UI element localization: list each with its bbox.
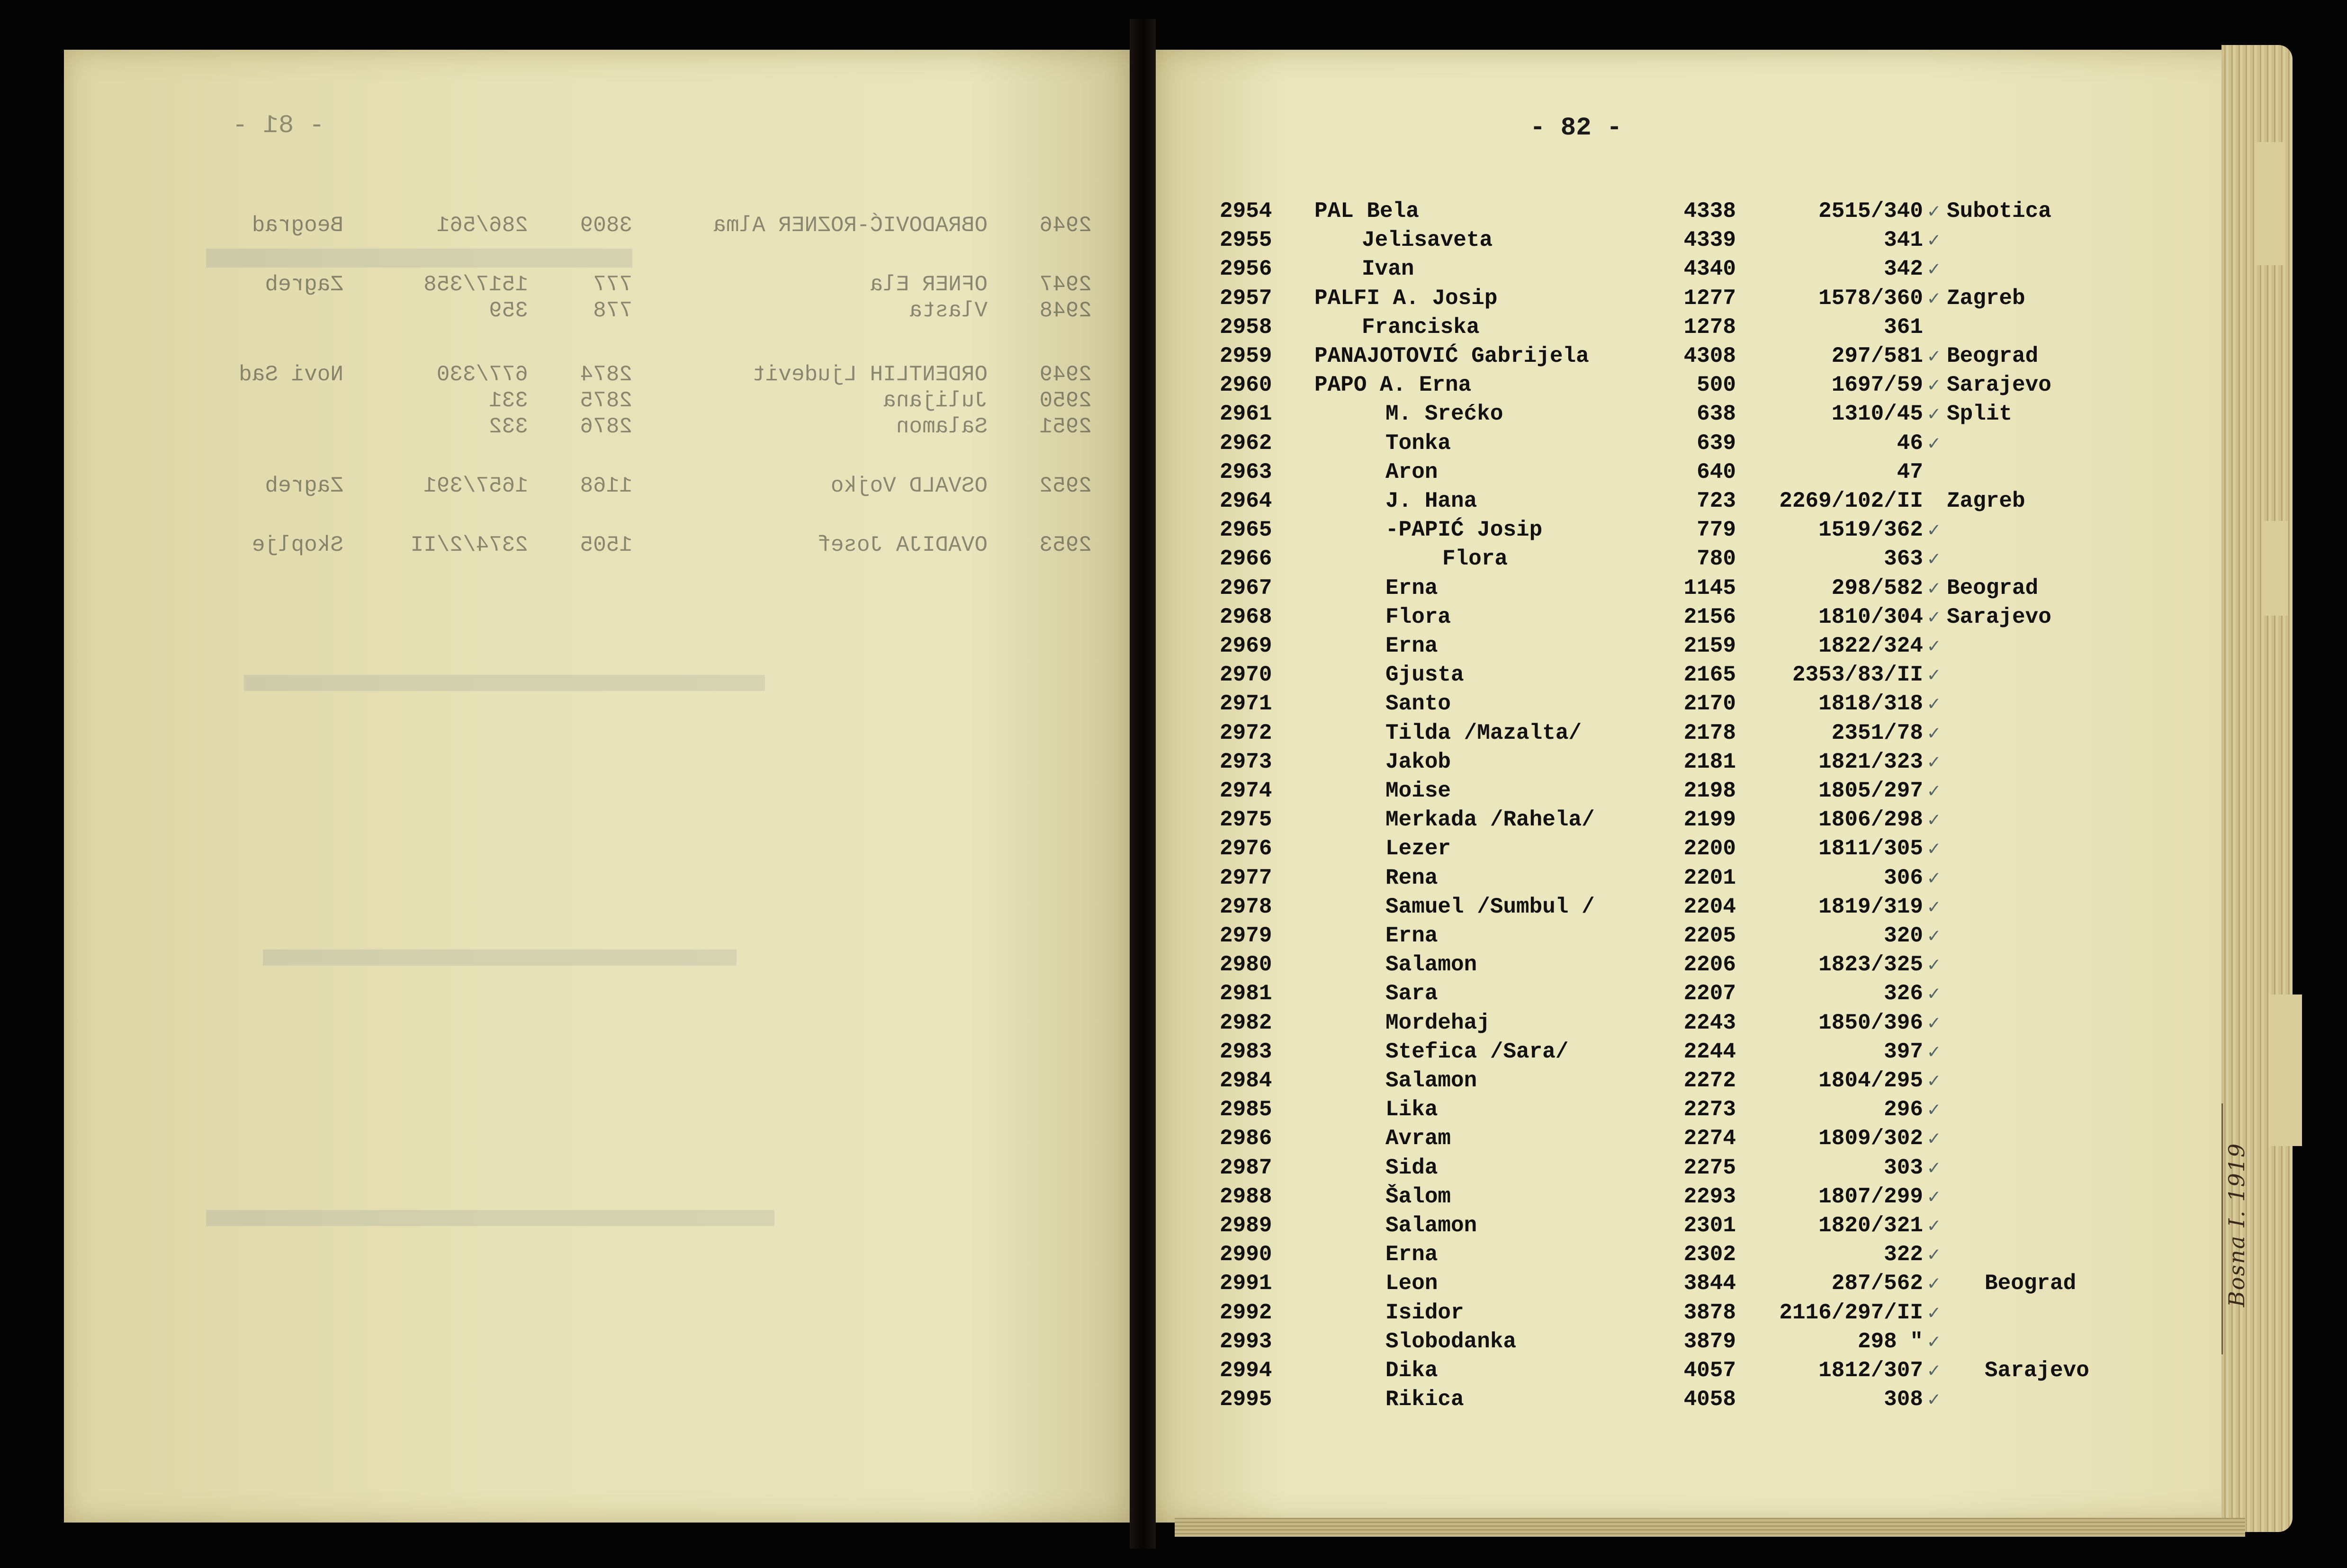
row-city: Skoplje bbox=[252, 533, 343, 557]
check-mark-icon: ✓ bbox=[1928, 259, 1940, 281]
check-mark-icon: ✓ bbox=[1928, 403, 1940, 426]
row-number-b: 1819/319 bbox=[1818, 895, 1923, 919]
check-mark-icon: ✓ bbox=[1928, 1157, 1940, 1180]
row-name: Salamon bbox=[896, 414, 988, 439]
row-sequence-number: 2955 bbox=[1220, 228, 1272, 252]
check-mark-icon: ✓ bbox=[1928, 693, 1940, 716]
row-sequence-number: 2971 bbox=[1220, 691, 1272, 716]
row-number-a: 4339 bbox=[1683, 228, 1736, 252]
row-number-b: 1519/362 bbox=[1818, 518, 1923, 542]
check-mark-icon: ✓ bbox=[1928, 375, 1940, 397]
row-sequence-number: 2975 bbox=[1220, 807, 1272, 832]
row-sequence-number: 2985 bbox=[1220, 1097, 1272, 1122]
row-number-a: 2181 bbox=[1683, 750, 1736, 774]
row-name: Ivan bbox=[1362, 257, 1414, 281]
row-city: Beograd bbox=[1947, 576, 2039, 600]
row-number-b: 2269/102/II bbox=[1779, 489, 1923, 513]
row-sequence-number: 2957 bbox=[1220, 286, 1272, 311]
stacked-page-bottom-edges bbox=[1175, 1518, 2245, 1537]
left-page-number: - 81 - bbox=[232, 111, 324, 140]
row-number-a: 2156 bbox=[1683, 605, 1736, 629]
row-sequence-number: 2952 bbox=[1039, 474, 1092, 498]
check-mark-icon: ✓ bbox=[1928, 636, 1940, 658]
row-number-b: 303 bbox=[1884, 1156, 1923, 1180]
row-number-b: 1804/295 bbox=[1818, 1068, 1923, 1093]
row-name: -PAPIĆ Josip bbox=[1385, 518, 1543, 542]
row-number-b: 1820/321 bbox=[1818, 1213, 1923, 1238]
row-number-b: 1809/302 bbox=[1818, 1126, 1923, 1151]
row-sequence-number: 2988 bbox=[1220, 1184, 1272, 1209]
row-sequence-number: 2990 bbox=[1220, 1242, 1272, 1267]
row-sequence-number: 2963 bbox=[1220, 460, 1272, 484]
row-number-b: 326 bbox=[1884, 981, 1923, 1006]
row-sequence-number: 2966 bbox=[1220, 547, 1272, 571]
torn-paper-fragment bbox=[2255, 142, 2283, 265]
row-number-a: 500 bbox=[1697, 373, 1736, 397]
row-number-b: 298/582 bbox=[1831, 576, 1923, 600]
margin-rule-line bbox=[2221, 1103, 2223, 1354]
row-sequence-number: 2994 bbox=[1220, 1358, 1272, 1383]
check-mark-icon: ✓ bbox=[1928, 1331, 1940, 1354]
row-number-a: 2204 bbox=[1683, 895, 1736, 919]
row-number-a: 2159 bbox=[1683, 634, 1736, 658]
row-sequence-number: 2950 bbox=[1039, 388, 1092, 413]
check-mark-icon: ✓ bbox=[1928, 1041, 1940, 1064]
row-number-b: 298 " bbox=[1857, 1329, 1923, 1354]
row-number-b: 1657/391 bbox=[423, 474, 528, 498]
row-sequence-number: 2962 bbox=[1220, 431, 1272, 456]
check-mark-icon: ✓ bbox=[1928, 433, 1940, 456]
check-mark-icon: ✓ bbox=[1928, 723, 1940, 745]
row-name: OVADIJA Josef bbox=[818, 533, 988, 557]
check-mark-icon: ✓ bbox=[1928, 983, 1940, 1006]
row-city: Zagreb bbox=[1947, 489, 2025, 513]
row-sequence-number: 2968 bbox=[1220, 605, 1272, 629]
row-sequence-number: 2967 bbox=[1220, 576, 1272, 600]
row-city: Beograd bbox=[252, 213, 343, 238]
row-number-a: 2170 bbox=[1683, 691, 1736, 716]
row-number-b: 1822/324 bbox=[1818, 634, 1923, 658]
row-number-a: 4338 bbox=[1683, 199, 1736, 224]
check-mark-icon: ✓ bbox=[1928, 954, 1940, 977]
check-mark-icon: ✓ bbox=[1928, 346, 1940, 368]
row-number-b: 2351/78 bbox=[1831, 721, 1923, 745]
row-number-a: 3879 bbox=[1683, 1329, 1736, 1354]
row-name: Rikica bbox=[1385, 1387, 1464, 1412]
row-number-a: 2275 bbox=[1683, 1156, 1736, 1180]
row-name: Erna bbox=[1385, 634, 1438, 658]
row-sequence-number: 2986 bbox=[1220, 1126, 1272, 1151]
row-sequence-number: 2974 bbox=[1220, 779, 1272, 803]
check-mark-icon: ✓ bbox=[1928, 868, 1940, 890]
row-number-a: 640 bbox=[1697, 460, 1736, 484]
row-sequence-number: 2987 bbox=[1220, 1156, 1272, 1180]
row-name: Tonka bbox=[1385, 431, 1451, 456]
check-mark-icon: ✓ bbox=[1928, 809, 1940, 832]
row-sequence-number: 2953 bbox=[1039, 533, 1092, 557]
row-city: Sarajevo bbox=[1947, 605, 2051, 629]
row-number-a: 2272 bbox=[1683, 1068, 1736, 1093]
row-city: Subotica bbox=[1947, 199, 2051, 224]
row-number-a: 3878 bbox=[1683, 1300, 1736, 1325]
row-sequence-number: 2946 bbox=[1039, 213, 1092, 238]
row-number-b: 286/561 bbox=[436, 213, 528, 238]
row-name: Santo bbox=[1385, 691, 1451, 716]
row-name: ORDENTLIH Ljudevit bbox=[752, 362, 988, 387]
row-number-b: 1821/323 bbox=[1818, 750, 1923, 774]
row-number-b: 397 bbox=[1884, 1039, 1923, 1064]
row-number-a: 4058 bbox=[1683, 1387, 1736, 1412]
row-number-a: 1505 bbox=[580, 533, 632, 557]
row-sequence-number: 2961 bbox=[1220, 402, 1272, 426]
check-mark-icon: ✓ bbox=[1928, 752, 1940, 774]
torn-paper-fragment bbox=[2264, 521, 2288, 616]
row-number-a: 1278 bbox=[1683, 315, 1736, 340]
row-number-b: 1823/325 bbox=[1818, 952, 1923, 977]
check-mark-icon: ✓ bbox=[1928, 1215, 1940, 1238]
row-number-a: 3844 bbox=[1683, 1271, 1736, 1296]
row-city: Split bbox=[1947, 402, 2013, 426]
row-number-a: 4057 bbox=[1683, 1358, 1736, 1383]
row-sequence-number: 2993 bbox=[1220, 1329, 1272, 1354]
check-mark-icon: ✓ bbox=[1928, 838, 1940, 861]
row-name: Flora bbox=[1385, 605, 1451, 629]
row-number-a: 3809 bbox=[580, 213, 632, 238]
row-name: Sida bbox=[1385, 1156, 1438, 1180]
row-sequence-number: 2970 bbox=[1220, 663, 1272, 687]
row-sequence-number: 2979 bbox=[1220, 923, 1272, 948]
row-name: Julijana bbox=[883, 388, 988, 413]
row-name: Franciska bbox=[1362, 315, 1480, 340]
row-city: Zagreb bbox=[265, 474, 343, 498]
row-number-a: 2198 bbox=[1683, 779, 1736, 803]
row-name: Isidor bbox=[1385, 1300, 1464, 1325]
row-name: Šalom bbox=[1385, 1184, 1451, 1209]
row-name: Aron bbox=[1385, 460, 1438, 484]
row-number-b: 2353/83/II bbox=[1792, 663, 1923, 687]
row-number-b: 341 bbox=[1884, 228, 1923, 252]
check-mark-icon: ✓ bbox=[1928, 780, 1940, 803]
row-name: Vlasta bbox=[909, 298, 988, 323]
row-number-b: 2515/340 bbox=[1818, 199, 1923, 224]
row-name: PAL Bela bbox=[1314, 199, 1419, 224]
row-name: OSVALD Vojko bbox=[830, 474, 988, 498]
row-sequence-number: 2948 bbox=[1039, 298, 1092, 323]
row-number-a: 2293 bbox=[1683, 1184, 1736, 1209]
row-sequence-number: 2947 bbox=[1039, 272, 1092, 297]
row-number-a: 1145 bbox=[1683, 576, 1736, 600]
row-sequence-number: 2983 bbox=[1220, 1039, 1272, 1064]
row-number-b: 331 bbox=[489, 388, 528, 413]
row-sequence-number: 2978 bbox=[1220, 895, 1272, 919]
row-sequence-number: 2973 bbox=[1220, 750, 1272, 774]
check-mark-icon: ✓ bbox=[1928, 1099, 1940, 1122]
check-mark-icon: ✓ bbox=[1928, 578, 1940, 600]
row-number-a: 2207 bbox=[1683, 981, 1736, 1006]
row-number-a: 723 bbox=[1697, 489, 1736, 513]
row-sequence-number: 2958 bbox=[1220, 315, 1272, 340]
check-mark-icon: ✓ bbox=[1928, 201, 1940, 224]
row-number-b: 363 bbox=[1884, 547, 1923, 571]
row-name: Tilda /Mazalta/ bbox=[1385, 721, 1582, 745]
row-city: Zagreb bbox=[265, 272, 343, 297]
row-sequence-number: 2991 bbox=[1220, 1271, 1272, 1296]
row-number-b: 322 bbox=[1884, 1242, 1923, 1267]
row-number-b: 342 bbox=[1884, 257, 1923, 281]
row-name: Erna bbox=[1385, 1242, 1438, 1267]
row-number-b: 46 bbox=[1897, 431, 1923, 456]
row-name: Salamon bbox=[1385, 1068, 1477, 1093]
row-number-a: 638 bbox=[1697, 402, 1736, 426]
row-name: Samuel /Sumbul / bbox=[1385, 895, 1595, 919]
row-number-a: 2205 bbox=[1683, 923, 1736, 948]
row-name: Mordehaj bbox=[1385, 1011, 1490, 1035]
row-number-a: 779 bbox=[1697, 518, 1736, 542]
row-number-a: 2200 bbox=[1683, 836, 1736, 861]
row-number-a: 1168 bbox=[580, 474, 632, 498]
row-sequence-number: 2995 bbox=[1220, 1387, 1272, 1412]
row-number-a: 2206 bbox=[1683, 952, 1736, 977]
row-number-a: 2874 bbox=[580, 362, 632, 387]
row-name: Lika bbox=[1385, 1097, 1438, 1122]
row-sequence-number: 2951 bbox=[1039, 414, 1092, 439]
row-number-a: 2201 bbox=[1683, 866, 1736, 890]
row-number-b: 677/330 bbox=[436, 362, 528, 387]
check-mark-icon: ✓ bbox=[1928, 548, 1940, 571]
row-number-b: 359 bbox=[489, 298, 528, 323]
row-name: Rena bbox=[1385, 866, 1438, 890]
row-name: Erna bbox=[1385, 576, 1438, 600]
row-number-a: 2302 bbox=[1683, 1242, 1736, 1267]
row-name: Salamon bbox=[1385, 1213, 1477, 1238]
row-name: Leon bbox=[1385, 1271, 1438, 1296]
check-mark-icon: ✓ bbox=[1928, 1389, 1940, 1412]
row-number-b: 1806/298 bbox=[1818, 807, 1923, 832]
row-number-b: 1310/45 bbox=[1831, 402, 1923, 426]
row-city: Beograd bbox=[1985, 1271, 2077, 1296]
row-number-a: 2244 bbox=[1683, 1039, 1736, 1064]
row-sequence-number: 2949 bbox=[1039, 362, 1092, 387]
row-city: Sarajevo bbox=[1947, 373, 2051, 397]
row-name: Dika bbox=[1385, 1358, 1438, 1383]
row-number-a: 778 bbox=[593, 298, 632, 323]
row-number-a: 1277 bbox=[1683, 286, 1736, 311]
row-number-a: 4308 bbox=[1683, 344, 1736, 368]
right-page bbox=[1156, 50, 2250, 1523]
row-name: Stefica /Sara/ bbox=[1385, 1039, 1569, 1064]
check-mark-icon: ✓ bbox=[1928, 1360, 1940, 1383]
check-mark-icon: ✓ bbox=[1928, 1186, 1940, 1209]
row-number-b: 1818/318 bbox=[1818, 691, 1923, 716]
check-mark-icon: ✓ bbox=[1928, 288, 1940, 311]
row-number-b: 320 bbox=[1884, 923, 1923, 948]
row-city: Sarajevo bbox=[1985, 1358, 2089, 1383]
book-gutter bbox=[1130, 19, 1156, 1549]
row-sequence-number: 2976 bbox=[1220, 836, 1272, 861]
row-number-a: 2243 bbox=[1683, 1011, 1736, 1035]
check-mark-icon: ✓ bbox=[1928, 925, 1940, 948]
row-sequence-number: 2984 bbox=[1220, 1068, 1272, 1093]
row-number-b: 2116/297/II bbox=[1779, 1300, 1923, 1325]
left-page bbox=[64, 50, 1130, 1523]
row-sequence-number: 2981 bbox=[1220, 981, 1272, 1006]
row-number-a: 2178 bbox=[1683, 721, 1736, 745]
torn-paper-fragment bbox=[2269, 995, 2302, 1146]
row-number-b: 1811/305 bbox=[1818, 836, 1923, 861]
row-name: Jakob bbox=[1385, 750, 1451, 774]
row-number-b: 1850/396 bbox=[1818, 1011, 1923, 1035]
row-sequence-number: 2972 bbox=[1220, 721, 1272, 745]
row-number-b: 296 bbox=[1884, 1097, 1923, 1122]
row-sequence-number: 2964 bbox=[1220, 489, 1272, 513]
row-number-b: 1812/307 bbox=[1818, 1358, 1923, 1383]
handwritten-margin-note: Bosna I. 1919 bbox=[2224, 1142, 2249, 1307]
row-sequence-number: 2980 bbox=[1220, 952, 1272, 977]
row-sequence-number: 2965 bbox=[1220, 518, 1272, 542]
row-number-a: 639 bbox=[1697, 431, 1736, 456]
row-number-b: 1697/59 bbox=[1831, 373, 1923, 397]
row-name: PAPO A. Erna bbox=[1314, 373, 1472, 397]
check-mark-icon: ✓ bbox=[1928, 1012, 1940, 1035]
row-number-a: 2301 bbox=[1683, 1213, 1736, 1238]
row-number-b: 287/562 bbox=[1831, 1271, 1923, 1296]
row-name: Merkada /Rahela/ bbox=[1385, 807, 1595, 832]
row-name: OFNER Ela bbox=[870, 272, 988, 297]
row-name: J. Hana bbox=[1385, 489, 1477, 513]
row-name: PANAJOTOVIĆ Gabrijela bbox=[1314, 344, 1589, 368]
row-name: Avram bbox=[1385, 1126, 1451, 1151]
row-number-a: 2273 bbox=[1683, 1097, 1736, 1122]
row-number-b: 1805/297 bbox=[1818, 779, 1923, 803]
row-number-b: 297/581 bbox=[1831, 344, 1923, 368]
row-sequence-number: 2992 bbox=[1220, 1300, 1272, 1325]
row-name: M. Srećko bbox=[1385, 402, 1503, 426]
row-city: Novi Sad bbox=[239, 362, 343, 387]
row-number-b: 308 bbox=[1884, 1387, 1923, 1412]
row-number-b: 2374/2/II bbox=[410, 533, 528, 557]
row-name: Gjusta bbox=[1385, 663, 1464, 687]
row-sequence-number: 2977 bbox=[1220, 866, 1272, 890]
row-sequence-number: 2982 bbox=[1220, 1011, 1272, 1035]
row-sequence-number: 2989 bbox=[1220, 1213, 1272, 1238]
row-number-a: 2274 bbox=[1683, 1126, 1736, 1151]
row-name: Sara bbox=[1385, 981, 1438, 1006]
row-number-b: 361 bbox=[1884, 315, 1923, 340]
check-mark-icon: ✓ bbox=[1928, 1128, 1940, 1151]
row-number-b: 1578/360 bbox=[1818, 286, 1923, 311]
check-mark-icon: ✓ bbox=[1928, 896, 1940, 919]
row-number-b: 1807/299 bbox=[1818, 1184, 1923, 1209]
row-name: Slobodanka bbox=[1385, 1329, 1517, 1354]
row-name: OBRADOVIĆ-ROZNER Alma bbox=[713, 213, 988, 238]
row-number-b: 332 bbox=[489, 414, 528, 439]
row-name: Flora bbox=[1442, 547, 1508, 571]
row-city: Zagreb bbox=[1947, 286, 2025, 311]
check-mark-icon: ✓ bbox=[1928, 607, 1940, 629]
row-number-a: 777 bbox=[593, 272, 632, 297]
row-sequence-number: 2960 bbox=[1220, 373, 1272, 397]
row-city: Beograd bbox=[1947, 344, 2039, 368]
row-number-a: 2199 bbox=[1683, 807, 1736, 832]
check-mark-icon: ✓ bbox=[1928, 1070, 1940, 1093]
row-sequence-number: 2969 bbox=[1220, 634, 1272, 658]
right-page-number: - 82 - bbox=[1530, 114, 1622, 143]
stacked-page-edges bbox=[2221, 45, 2293, 1532]
check-mark-icon: ✓ bbox=[1928, 230, 1940, 252]
check-mark-icon: ✓ bbox=[1928, 520, 1940, 542]
right-page-content bbox=[1156, 50, 2250, 1523]
check-mark-icon: ✓ bbox=[1928, 664, 1940, 687]
left-page-content bbox=[64, 50, 1130, 1523]
check-mark-icon: ✓ bbox=[1928, 1273, 1940, 1296]
row-name: Erna bbox=[1385, 923, 1438, 948]
row-number-a: 780 bbox=[1697, 547, 1736, 571]
row-number-b: 47 bbox=[1897, 460, 1923, 484]
row-name: Moise bbox=[1385, 779, 1451, 803]
row-sequence-number: 2959 bbox=[1220, 344, 1272, 368]
row-number-a: 2876 bbox=[580, 414, 632, 439]
check-mark-icon: ✓ bbox=[1928, 1302, 1940, 1325]
row-number-b: 1517/358 bbox=[423, 272, 528, 297]
check-mark-icon: ✓ bbox=[1928, 1244, 1940, 1267]
row-name: Lezer bbox=[1385, 836, 1451, 861]
row-sequence-number: 2954 bbox=[1220, 199, 1272, 224]
row-name: Salamon bbox=[1385, 952, 1477, 977]
row-number-a: 2875 bbox=[580, 388, 632, 413]
row-name: Jelisaveta bbox=[1362, 228, 1493, 252]
row-number-b: 306 bbox=[1884, 866, 1923, 890]
row-number-a: 2165 bbox=[1683, 663, 1736, 687]
row-number-b: 1810/304 bbox=[1818, 605, 1923, 629]
row-number-a: 4340 bbox=[1683, 257, 1736, 281]
row-sequence-number: 2956 bbox=[1220, 257, 1272, 281]
row-name: PALFI A. Josip bbox=[1314, 286, 1498, 311]
